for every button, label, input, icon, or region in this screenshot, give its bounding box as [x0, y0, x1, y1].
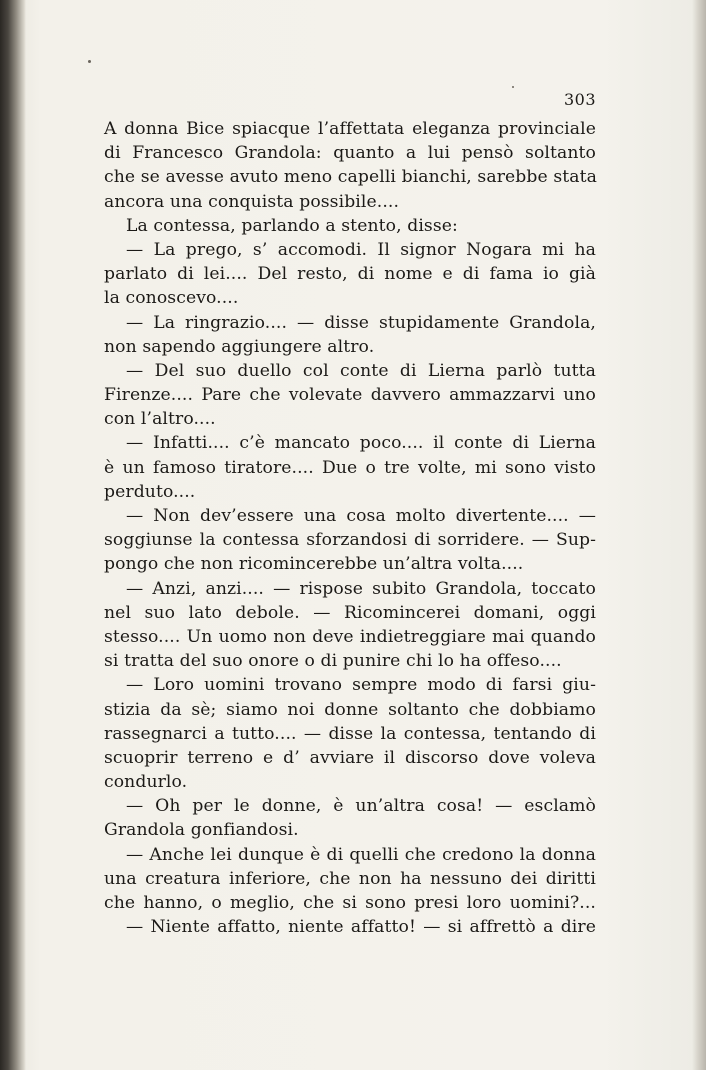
text-line: perduto.... — [104, 481, 196, 502]
text-line: — Infatti.... c’è mancato poco.... il conte di Lierna — [126, 433, 596, 454]
text-line: che se avesse avuto meno capelli bianchi, sarebbe stata — [104, 167, 597, 188]
text-line: una creatura inferiore, che non ha nessuno dei diritti — [104, 868, 596, 889]
text-line: pongo che non ricomincerebbe un’altra volta.... — [104, 554, 524, 575]
text-line: stesso.... Un uomo non deve indietreggiare mai quando — [104, 626, 596, 647]
text-line: — Del suo duello col conte di Lierna parlò tutta — [126, 360, 596, 381]
text-line: è un famoso tiratore.... Due o tre volte, mi sono visto — [104, 457, 596, 478]
page-edge-shadow — [692, 0, 706, 1070]
text-line: non sapendo aggiungere altro. — [104, 336, 375, 357]
text-line: Grandola gonfiandosi. — [104, 820, 299, 841]
paper-speck — [88, 60, 91, 63]
text-line: — La prego, s’ accomodi. Il signor Nogara mi ha — [126, 239, 596, 260]
text-line: di Francesco Grandola: quanto a lui pensò soltanto — [104, 143, 596, 164]
text-line: con l’altro.... — [104, 409, 216, 430]
text-line: nel suo lato debole. — Ricomincerei domani, oggi — [104, 602, 596, 623]
text-line: La contessa, parlando a stento, disse: — [126, 215, 458, 236]
text-line: rassegnarci a tutto.... — disse la contessa, tentando di — [104, 723, 596, 744]
text-line: — Non dev’essere una cosa molto divertente.... — — [126, 506, 596, 526]
text-line: che hanno, o meglio, che si sono presi loro uomini?... — [104, 893, 596, 913]
text-line: stizia da sè; siamo noi donne soltanto che dobbiamo — [104, 699, 596, 720]
text-line: condurlo. — [104, 772, 188, 793]
body-text — [104, 117, 596, 939]
text-line: la conoscevo.... — [104, 288, 239, 309]
text-line: — Niente affatto, niente affatto! — si affrettò a dire — [126, 917, 596, 938]
text-line: scuoprir terreno e d’ avviare il discorso dove voleva — [104, 747, 596, 768]
page-number: 303 — [563, 90, 596, 109]
text-line: A donna Bice spiacque l’affettata eleganza provinciale — [104, 119, 596, 139]
text-line: — La ringrazio.... — disse stupidamente Grandola, — [126, 312, 596, 333]
text-line: — Oh per le donne, è un’altra cosa! — esclamò — [126, 796, 596, 817]
text-line: Firenze.... Pare che volevate davvero ammazzarvi uno — [104, 385, 596, 406]
text-line: parlato di lei.... Del resto, di nome e di fama io già — [104, 264, 596, 285]
text-line: — Loro uomini trovano sempre modo di farsi giu- — [126, 675, 596, 696]
text-line: — Anche lei dunque è di quelli che credono la donna — [126, 844, 596, 865]
text-line: soggiunse la contessa sforzandosi di sorridere. — Sup- — [104, 530, 596, 551]
text-line: ancora una conquista possibile.... — [104, 191, 400, 212]
text-line: — Anzi, anzi.... — rispose subito Grandola, toccato — [126, 578, 596, 599]
text-line: si tratta del suo onore o di punire chi lo ha offeso.... — [104, 651, 562, 672]
page-binding-shadow — [0, 0, 26, 1070]
paper-speck — [512, 86, 514, 88]
